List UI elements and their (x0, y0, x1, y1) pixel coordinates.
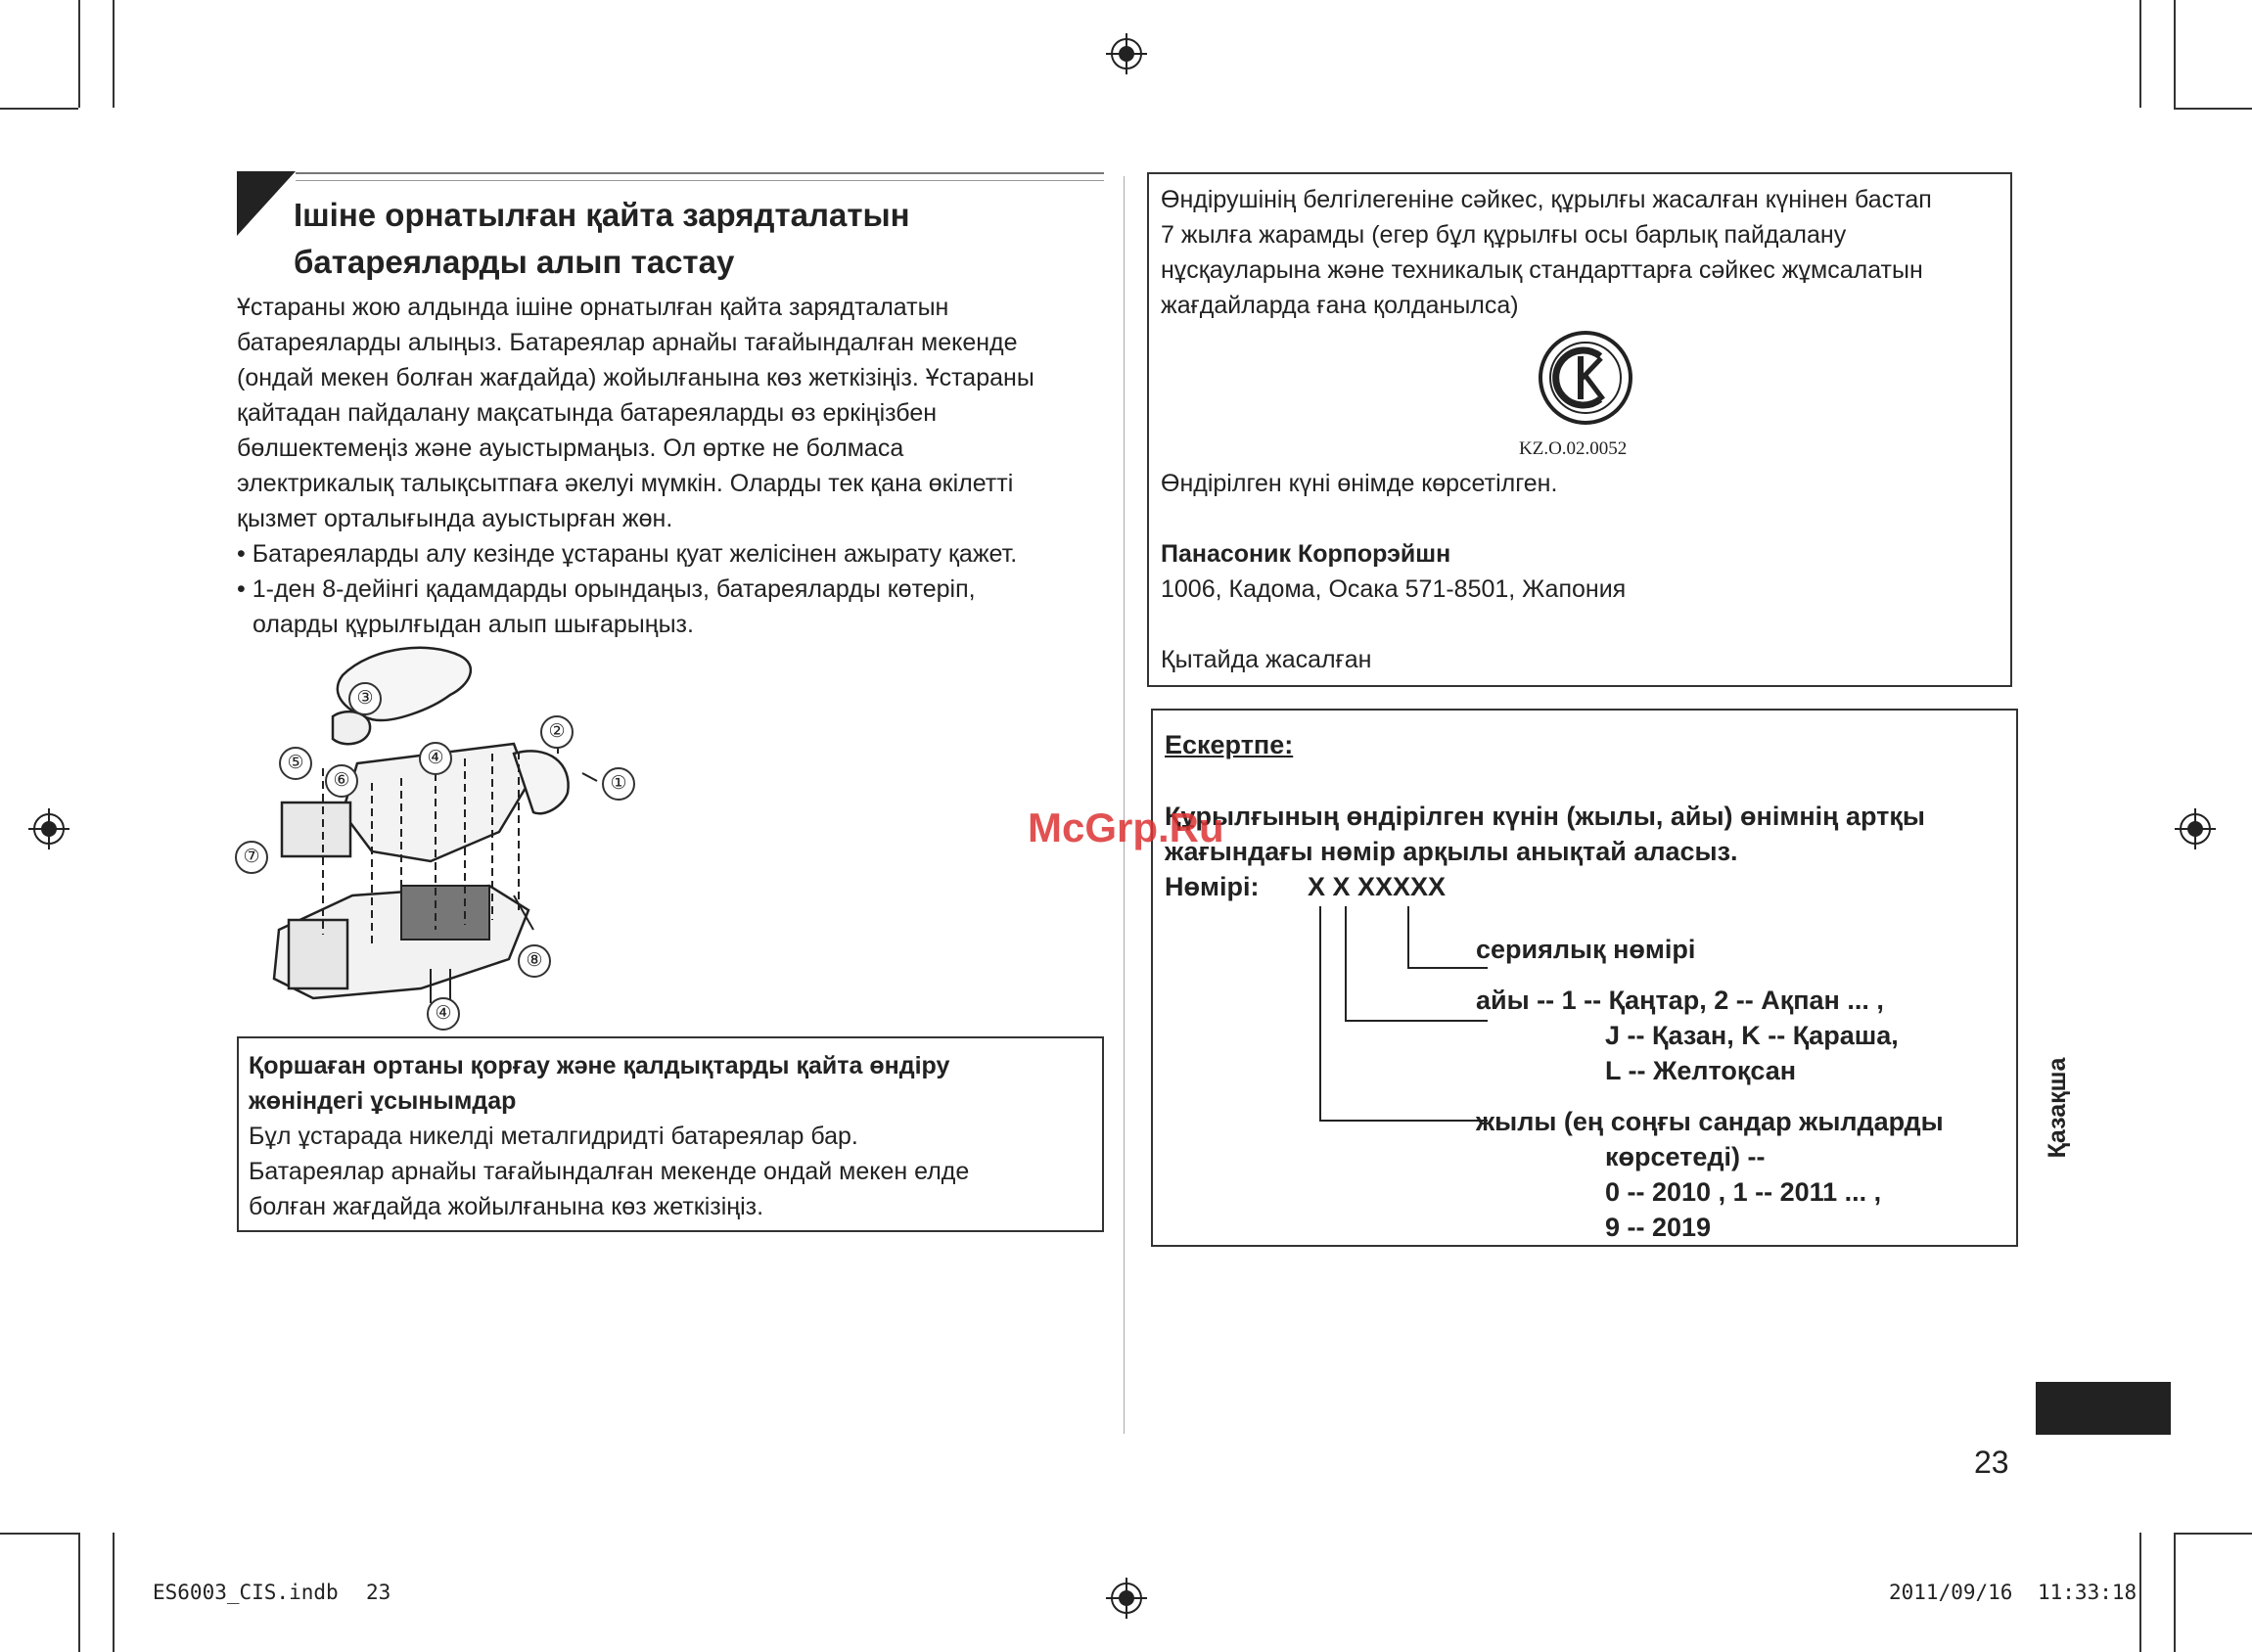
made-in: Қытайда жасалған (1161, 646, 1372, 673)
crop-mark (78, 1533, 80, 1652)
info-text: жағдайларда ғана қолданылса) (1161, 292, 1519, 319)
cert-code: KZ.O.02.0052 (1519, 438, 1628, 459)
month-legend: айы -- 1 -- Қаңтар, 2 -- Ақпан ... , (1476, 986, 1884, 1015)
crop-mark (2174, 0, 2176, 108)
paragraph-line: бөлшектемеңіз және ауыстырмаңыз. Ол өртке не болмаса (237, 435, 904, 462)
month-legend: J -- Қазан, K -- Қараша, (1605, 1021, 1899, 1050)
heading-rule (296, 180, 1104, 181)
heading-rule (296, 172, 1104, 174)
crop-mark (78, 0, 80, 108)
leader-line (1345, 1020, 1488, 1022)
diagram-label: ④ (427, 997, 460, 1031)
bullet-text: 1-ден 8-дейінгі қадамдарды орындаңыз, батареяларды көтеріп, (252, 575, 976, 603)
certification-mark-icon (1537, 329, 1634, 427)
registration-mark-icon (1106, 33, 1147, 74)
language-tab-block (2036, 1382, 2171, 1435)
footer-date: 2011/09/16 (1889, 1581, 2013, 1604)
leader-line (1407, 967, 1488, 969)
watermark: McGrp.Ru (1028, 804, 1224, 850)
registration-mark-icon (2175, 808, 2216, 849)
crop-mark (2174, 1533, 2252, 1535)
env-title: Қоршаған ортаны қорғау және қалдықтарды қайта өндіру (249, 1052, 950, 1079)
crop-mark (2139, 0, 2141, 108)
diagram-label: ② (540, 715, 574, 749)
bullet-text: Батареяларды алу кезінде ұстараны қуат желісінен ажырату қажет. (252, 540, 1018, 568)
shaver-disassembly-diagram (235, 636, 626, 1028)
year-legend: көрсетеді) -- (1605, 1142, 1766, 1171)
leader-line (1319, 906, 1321, 1122)
production-date-note: Өндірілген күні өнімде көрсетілген. (1161, 470, 1558, 497)
info-text: Өндірушінің белгілегеніне сәйкес, құрылғы жасалған күнінен бастап (1161, 186, 1932, 213)
crop-mark (2174, 1533, 2176, 1652)
diagram-label: ③ (348, 682, 382, 715)
manufacturer-info-box (1147, 172, 2012, 687)
diagram-label: ④ (419, 742, 452, 775)
number-label: Нөмірі: (1165, 872, 1260, 901)
footer-time: 11:33:18 (2038, 1581, 2137, 1604)
leader-line (1319, 1120, 1488, 1122)
paragraph-line: (ондай мекен болған жағдайда) жойылғанына көз жеткізіңіз. Ұстараны (237, 364, 1034, 391)
env-title: жөніндегі ұсынымдар (249, 1087, 517, 1115)
bullet: • (237, 575, 246, 603)
diagram-label: ⑤ (279, 747, 312, 780)
year-legend: 0 -- 2010 , 1 -- 2011 ... , (1605, 1177, 1882, 1207)
diagram-label: ⑧ (518, 944, 551, 978)
environment-box (237, 1036, 1104, 1232)
info-text: 7 жылға жарамды (егер бұл құрылғы осы барлық пайдалану (1161, 221, 1847, 249)
crop-mark (113, 1533, 115, 1652)
note-title: Ескертпе: (1165, 730, 1294, 759)
footer-file-page: 23 (366, 1581, 391, 1604)
bullet-text: оларды құрылғыдан алып шығарыңыз. (253, 611, 694, 638)
bullet-item (237, 536, 1034, 572)
section-heading: Ішіне орнатылған қайта зарядталатын (294, 197, 910, 233)
company-address: 1006, Кадома, Осака 571-8501, Жапония (1161, 575, 1627, 603)
crop-mark (0, 1533, 78, 1535)
serial-label: сериялық нөмірі (1476, 935, 1696, 964)
year-legend: 9 -- 2019 (1605, 1213, 1712, 1242)
registration-mark-icon (1106, 1578, 1147, 1619)
registration-mark-icon (28, 808, 69, 849)
paragraph-line: электрикалық талықсытпаға әкелуі мүмкін. Оларды тек қана өкілетті (237, 470, 1014, 497)
company-name: Панасоник Корпорэйшн (1161, 540, 1451, 568)
language-tab-label: Қазақша (2044, 1057, 2071, 1159)
footer-filename: ES6003_CIS.indb (153, 1581, 339, 1604)
paragraph-line: қайтадан пайдалану мақсатында батареяларды өз еркіңізбен (237, 399, 938, 427)
year-legend: жылы (ең соңғы сандар жылдарды (1476, 1107, 1944, 1136)
note-text: Құрылғының өндірілген күнін (жылы, айы) өнімнің артқы (1165, 802, 1925, 831)
crop-mark (113, 0, 115, 108)
leader-line (1345, 906, 1347, 1022)
leader-line (1407, 906, 1409, 969)
crop-mark (2139, 1533, 2141, 1652)
diagram-label: ⑥ (325, 764, 358, 798)
bullet-item (237, 572, 1034, 607)
crop-mark (2174, 108, 2252, 110)
intro-paragraph (237, 290, 1034, 642)
page-number: 23 (1974, 1445, 2009, 1480)
month-legend: L -- Желтоқсан (1605, 1056, 1797, 1085)
bullet: • (237, 540, 246, 568)
paragraph-line: батареяларды алыңыз. Батареялар арнайы тағайындалған мекенде (237, 329, 1018, 356)
env-text: Бұл ұстарада никелді металгидридті батареялар бар. (249, 1123, 858, 1150)
paragraph-line: қызмет орталығында ауыстырған жөн. (237, 505, 673, 532)
paragraph-line: Ұстараны жою алдында ішіне орнатылған қайта зарядталатын (237, 294, 949, 321)
env-text: болған жағдайда жойылғанына көз жеткізіңіз. (249, 1193, 764, 1220)
diagram-label: ⑦ (235, 841, 268, 874)
note-box (1151, 709, 2018, 1247)
number-value: X X XXXXX (1308, 872, 1447, 901)
info-text: нұсқауларына және техникалық стандарттарға сәйкес жұмсалатын (1161, 256, 1923, 284)
diagram-label: ① (602, 767, 635, 801)
crop-mark (0, 108, 78, 110)
note-text: жағындағы нөмір арқылы анықтай аласыз. (1165, 837, 1738, 866)
heading-corner-icon (237, 171, 296, 236)
section-heading: батареяларды алып тастау (294, 244, 735, 280)
env-text: Батареялар арнайы тағайындалған мекенде ондай мекен елде (249, 1158, 970, 1185)
